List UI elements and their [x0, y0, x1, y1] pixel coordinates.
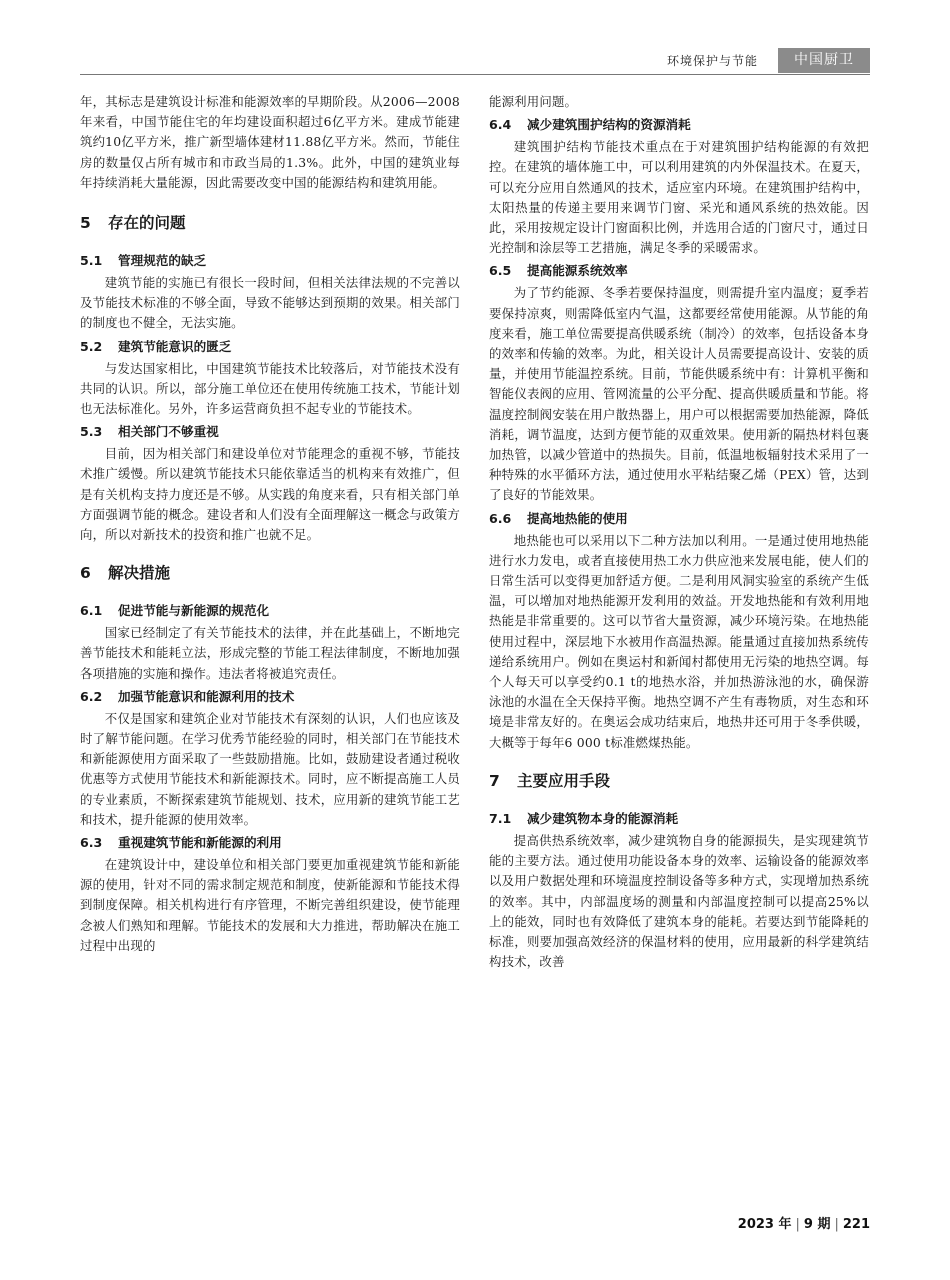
paragraph: 能源利用问题。 [489, 94, 578, 109]
subsection-title: 加强节能意识和能源利用的技术 [118, 688, 295, 704]
subsection-number: 6.3 [80, 835, 103, 851]
subsection-number: 5.1 [80, 253, 103, 269]
subsection-heading [80, 833, 460, 853]
footer-separator: | [795, 1217, 800, 1232]
section-heading [80, 211, 460, 235]
paragraph: 年，其标志是建筑设计标准和能源效率的早期阶段。从2006—2008年来看，中国节能住宅的年均建设面积超过6亿平方米。建成节能建筑约10亿平方米，推广新型墙体建材11.88亿平方米。然而，节能住房的数量仅占所有城市和市政当局的1.3%。此外，中国的建筑业每年持续消耗大量能源，因此需要改变中国的能源结构和建筑用能。 [80, 94, 460, 190]
subsection-number: 5.2 [80, 338, 103, 354]
running-header [80, 48, 870, 75]
subsection-title: 提高能源系统效率 [527, 263, 628, 279]
left-column [80, 92, 460, 956]
subsection-heading [80, 251, 460, 271]
paragraph: 建筑节能的实施已有很长一段时间，但相关法律法规的不完善以及节能技术标准的不够全面，导致不能够达到预期的效果。相关部门的制度也不健全，无法实施。 [80, 275, 460, 331]
section-heading [489, 769, 869, 793]
subsection-number: 6.2 [80, 688, 103, 704]
section-title: 主要应用手段 [517, 771, 611, 790]
section-heading [80, 561, 460, 585]
subsection-title: 管理规范的缺乏 [118, 253, 207, 269]
subsection-heading [489, 809, 869, 829]
subsection-heading [489, 261, 869, 281]
subsection-heading [80, 687, 460, 707]
section-number: 6 [80, 564, 91, 583]
subsection-title: 减少建筑物本身的能源消耗 [527, 810, 679, 826]
page-footer [738, 1213, 870, 1232]
subsection-title: 减少建筑围护结构的资源消耗 [527, 117, 691, 133]
section-number: 7 [489, 771, 500, 790]
journal-badge: 中国厨卫 [778, 48, 870, 73]
paragraph: 在建筑设计中，建设单位和相关部门要更加重视建筑节能和新能源的使用，针对不同的需求制定规范和制度，使新能源和节能技术得到制度保障。相关机构进行有序管理，不断完善组织建设，使节能理念被人们熟知和理解。节能技术的发展和大力推进，帮助解决在施工过程中出现的 [80, 857, 460, 953]
paragraph: 为了节约能源、冬季若要保持温度，则需提升室内温度；夏季若要保持凉爽，则需降低室内气温，这都要经常使用能源。从节能的角度来看，施工单位需要提高供暖系统（制冷）的效率，包括设备本身的效率和传输的效率。为此，相关设计人员需要提高设计、安装的质量，并使用节能温控系统。目前，节能供暖系统中有：计算机平衡和智能仪表阀的应用、管网流量的公平分配、提高供暖质量和节能。将温度控制阀安装在用户散热器上，用户可以根据需要加热能源，降低消耗，调节温度，达到方便节能的双重效果。使用新的隔热材料包裹加热管，以减少管道中的热损失。目前，低温地板辐射技术采用了一种特殊的水平循环方法，通过使用水平粘结聚乙烯（PEX）管，达到了良好的节能效果。 [489, 285, 869, 503]
footer-year: 2023 年 [737, 1217, 792, 1232]
subsection-title: 促进节能与新能源的规范化 [118, 603, 270, 619]
subsection-number: 7.1 [489, 810, 512, 826]
paragraph: 目前，因为相关部门和建设单位对节能理念的重视不够，节能技术推广缓慢。所以建筑节能技术只能依靠适当的机构来有效推广，但是有关机构支持力度还是不够。从实践的角度来看，只有相关部门单方面强调节能的概念。建设者和人们没有全面理解这一概念与政策方向，所以对新技术的投资和推广也就不足。 [80, 446, 460, 543]
footer-separator: | [834, 1217, 839, 1232]
subsection-number: 6.4 [489, 117, 512, 133]
paragraph: 不仅是国家和建筑企业对节能技术有深刻的认识，人们也应该及时了解节能问题。在学习优秀节能经验的同时，相关部门在节能技术和新能源使用方面采取了一些鼓励措施。比如，鼓励建设者通过税收优惠等方式使用节能技术和新能源技术。同时，应不断提高施工人员的专业素质，不断探索建筑节能规划、技术，应用新的建筑节能工艺和技术，提升能源的使用效率。 [80, 710, 460, 827]
section-title: 存在的问题 [108, 214, 186, 233]
subsection-heading [80, 601, 460, 621]
paragraph: 与发达国家相比，中国建筑节能技术比较落后，对节能技术没有共同的认识。所以，部分施工单位还在使用传统施工技术，节能计划也无法标准化。另外，许多运营商负担不起专业的节能技术。 [80, 360, 460, 417]
subsection-number: 6.5 [489, 263, 512, 279]
subsection-title: 相关部门不够重视 [118, 424, 219, 440]
subsection-heading [80, 422, 460, 442]
subsection-number: 6.1 [80, 603, 103, 619]
section-title: 解决措施 [108, 564, 171, 583]
page-number: 221 [842, 1217, 870, 1232]
paragraph: 提高供热系统效率，减少建筑物自身的能源损失，是实现建筑节能的主要方法。通过使用功能设备本身的效率、运输设备的能源效率以及用户数据处理和环境温度控制设备等多种方式，实现增加热系统的效率。其中，内部温度场的测量和内部温度控制可以提高25%以上的能效，同时也有效降低了建筑本身的能耗。若要达到节能降耗的标准，则要加强高效经济的保温材料的使用，应用最新的科学建筑结构技术，改善 [489, 832, 869, 970]
paragraph: 地热能也可以采用以下二种方法加以利用。一是通过使用地热能进行水力发电，或者直接使用热工水力供应池来发展电能，使人们的日常生活可以变得更加舒适方便。二是利用风洞实验室的系统产生低温，可以增加对地热能源开发利用的效益。开发地热能和有效利用地热能是非常重要的。这可以节省大量资源，减少环境污染。在地热能使用过程中，深层地下水被用作高温热源。能量通过直接加热系统传递给系统用户。例如在奥运村和新闻村都使用无污染的地热空调。每个人每天可以享受约0.1 t的地热水浴，并加热游泳池的水，确保游泳池的水温在全天保持平衡。地热空调不产生有毒物质，对生态和环境是非常友好的。在奥运会成功结束后，地热井还可用于冬季供暖，大概等于每年6 000 t标准燃煤热能。 [489, 532, 869, 750]
subsection-title: 提高地热能的使用 [527, 510, 628, 526]
right-column [489, 92, 869, 972]
section-number: 5 [80, 214, 91, 233]
paragraph: 建筑围护结构节能技术重点在于对建筑围护结构能源的有效把控。在建筑的墙体施工中，可以利用建筑的内外保温技术。在夏天，可以充分应用自然通风的技术，适应室内环境。在建筑围护结构中，太阳热量的传递主要用来调节门窗、采光和通风系统的热效能。因此，采用按规定设计门窗面积比例，并选用合适的门窗尺寸，通过日光控制和涂层等工艺措施，满足冬季的采暖需求。 [489, 139, 869, 256]
paragraph: 国家已经制定了有关节能技术的法律，并在此基础上，不断地完善节能技术和能耗立法，形成完整的节能工程法律制度，不断地加强各项措施的实施和操作。违法者将被追究责任。 [80, 625, 460, 681]
footer-issue: 9 期 [803, 1217, 831, 1232]
subsection-heading [80, 337, 460, 357]
subsection-title: 建筑节能意识的匮乏 [118, 338, 232, 354]
subsection-number: 6.6 [489, 510, 512, 526]
subsection-number: 5.3 [80, 424, 103, 440]
subsection-heading [489, 115, 869, 135]
subsection-heading [489, 509, 869, 529]
subsection-title: 重视建筑节能和新能源的利用 [118, 835, 282, 851]
section-label: 环境保护与节能 [666, 54, 758, 68]
